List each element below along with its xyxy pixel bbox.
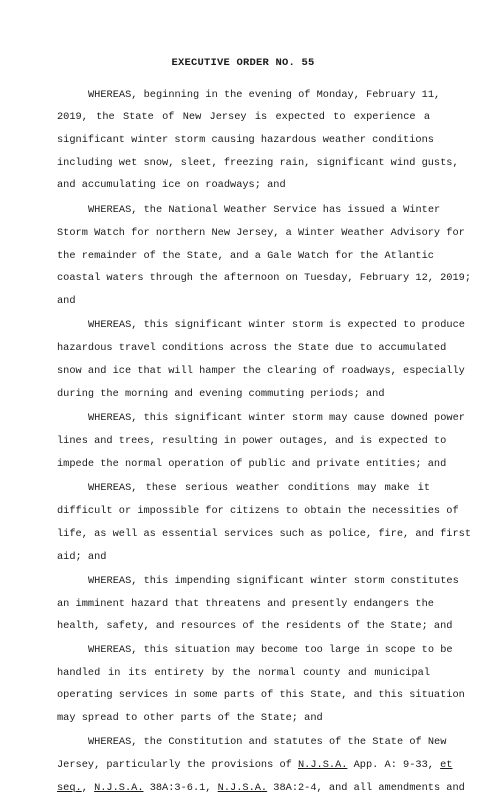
line-text: Jersey, particularly the provisions of	[57, 759, 298, 771]
underlined-citation: N.J.S.A.	[94, 782, 144, 794]
document-line: may spread to other parts of the State; and	[57, 712, 323, 724]
document-line: the remainder of the State, and a Gale Watch for the Atlantic	[57, 250, 434, 262]
document-line: difficult or impossible for citizens to obtain the necessities of	[57, 505, 459, 517]
document-line: snow and ice that will hamper the clearing of roadways, especially	[57, 365, 465, 377]
document-line: including wet snow, sleet, freezing rain, significant wind gusts,	[57, 157, 459, 169]
document-line: and accumulating ice on roadways; and	[57, 179, 286, 191]
line-text: 38A:3-6.1,	[143, 782, 218, 794]
document-title: EXECUTIVE ORDER NO. 55	[171, 57, 315, 69]
document-line: WHEREAS, this significant winter storm is expected to produce	[88, 319, 465, 331]
underlined-citation: seq.	[57, 782, 82, 794]
document-line: and	[57, 295, 76, 307]
document-line: life, as well as essential services such as police, fire, and first	[57, 528, 472, 540]
line-text: 38A:2-4, and all amendments and	[267, 782, 465, 794]
document-line: handled in its entirety by the normal county and municipal	[57, 667, 430, 679]
line-text: App. A: 9-33,	[347, 759, 441, 771]
underlined-citation: N.J.S.A.	[217, 782, 268, 794]
document-line: impede the normal operation of public and private entities; and	[57, 458, 447, 470]
document-line: 2019, the State of New Jersey is expected to experience a	[57, 111, 430, 123]
document-line: operating services in some parts of this State, and this situation	[57, 689, 465, 701]
document-line: WHEREAS, this impending significant winter storm constitutes	[88, 575, 459, 587]
document-line: hazardous travel conditions across the State due to accumulated	[57, 342, 447, 354]
document-line: WHEREAS, the National Weather Service has issued a Winter	[88, 204, 441, 216]
document-line: coastal waters through the afternoon on Tuesday, February 12, 2019;	[57, 272, 472, 284]
document-line: WHEREAS, these serious weather conditions may make it	[88, 482, 430, 494]
document-line: aid; and	[57, 551, 107, 563]
document-line: WHEREAS, the Constitution and statutes of the State of New	[88, 736, 447, 748]
underlined-citation: et	[440, 759, 453, 771]
document-line: health, safety, and resources of the residents of the State; and	[57, 620, 453, 632]
document-line: WHEREAS, this situation may become too large in scope to be	[88, 644, 453, 656]
document-line: lines and trees, resulting in power outages, and is expected to	[57, 435, 447, 447]
document-line: an imminent hazard that threatens and presently endangers the	[57, 598, 434, 610]
line-text: ,	[81, 782, 95, 794]
document-line: significant winter storm causing hazardous weather conditions	[57, 134, 434, 146]
document-line	[57, 759, 453, 771]
document-line: WHEREAS, beginning in the evening of Monday, February 11,	[88, 89, 441, 101]
document-line: during the morning and evening commuting periods; and	[57, 388, 385, 400]
document-line: WHEREAS, this significant winter storm may cause downed power	[88, 412, 465, 424]
document-line	[57, 782, 465, 794]
document-line: Storm Watch for northern New Jersey, a Winter Weather Advisory for	[57, 227, 465, 239]
underlined-citation: N.J.S.A.	[298, 759, 348, 771]
